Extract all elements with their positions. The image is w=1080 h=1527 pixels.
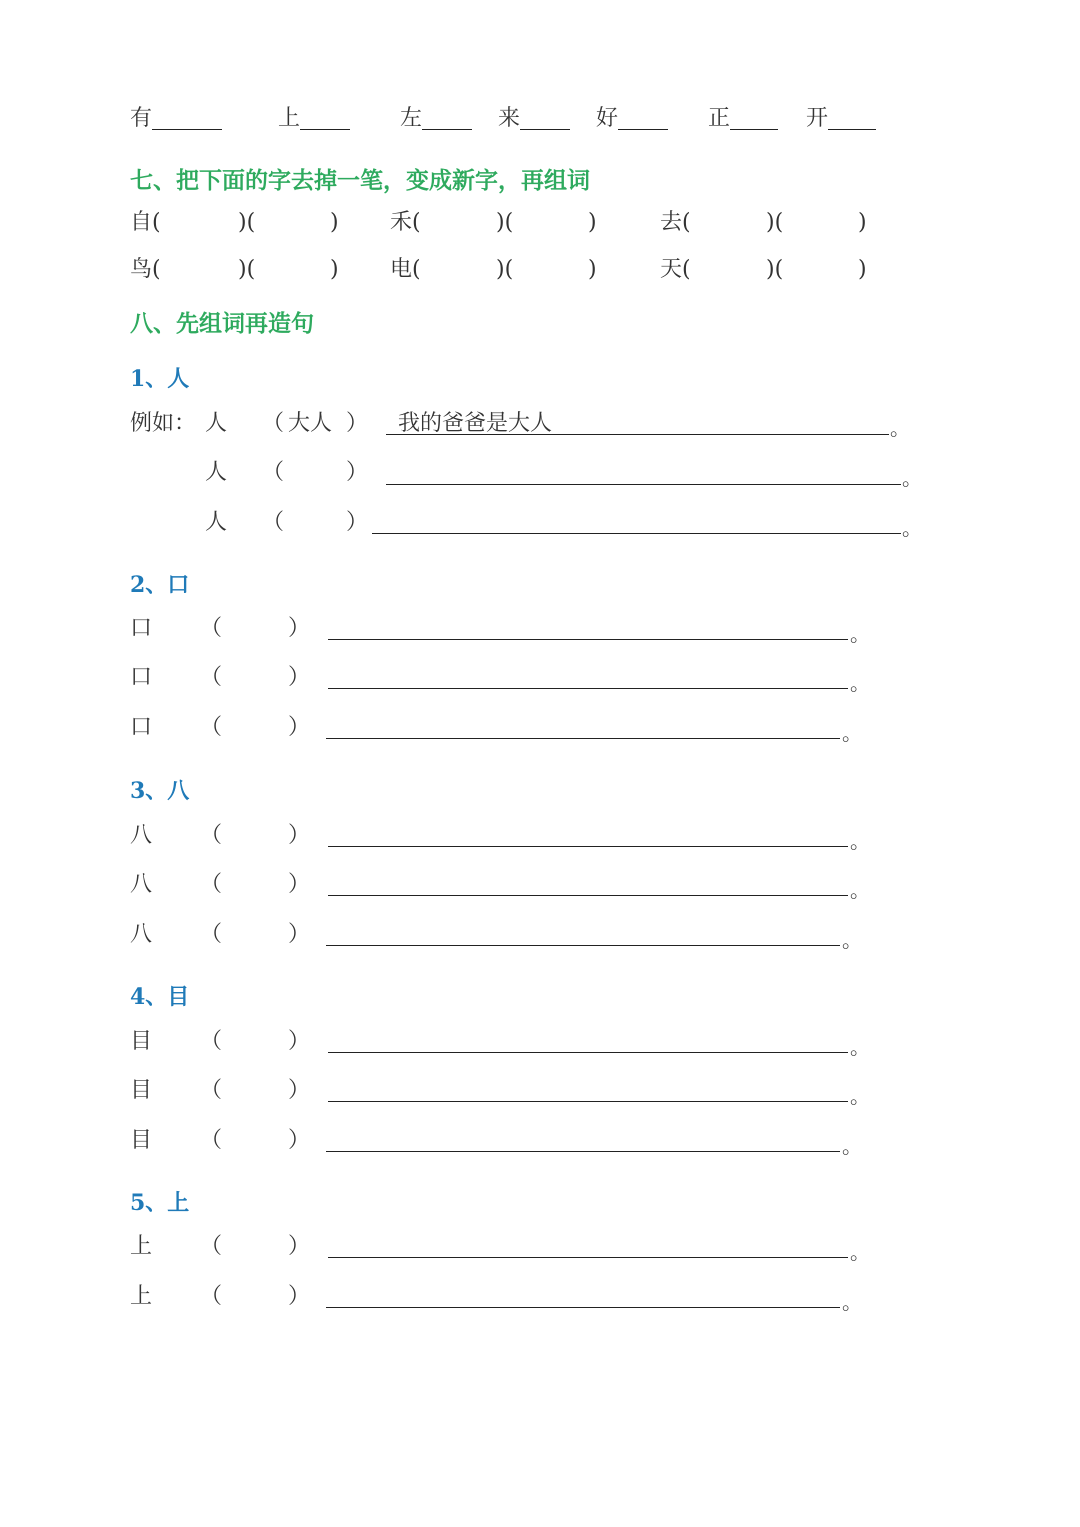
fill-item-5 bbox=[596, 107, 668, 130]
row-char: 口 bbox=[130, 715, 153, 740]
sentence-line[interactable] bbox=[328, 1101, 848, 1102]
period: 。 bbox=[902, 466, 922, 490]
paren-open: （ bbox=[200, 1029, 223, 1054]
example-underline bbox=[386, 434, 889, 435]
paren-open: （ bbox=[200, 1078, 223, 1103]
fill-blank[interactable] bbox=[618, 107, 668, 130]
fill-char: 左 bbox=[400, 106, 423, 131]
s7-r1-c1: 自( bbox=[130, 210, 161, 235]
sentence-line[interactable] bbox=[328, 846, 848, 847]
paren-close: ） bbox=[288, 922, 311, 947]
row-char: 目 bbox=[130, 1029, 153, 1054]
period: 。 bbox=[902, 516, 922, 540]
fill-item-1 bbox=[130, 107, 222, 130]
paren-close: ） bbox=[346, 460, 369, 485]
row-char: 八 bbox=[130, 823, 153, 848]
row-char: 人 bbox=[205, 460, 228, 485]
s7-r2-c3: ) bbox=[330, 257, 339, 282]
fill-char: 好 bbox=[596, 106, 619, 131]
section-7-title: 七、把下面的字去掉一笔，变成新字，再组词 bbox=[130, 167, 590, 194]
fill-item-6 bbox=[708, 107, 778, 130]
s7-r2-c8: )( bbox=[766, 257, 784, 282]
s7-r1-c3: ) bbox=[330, 210, 339, 235]
sentence-line[interactable] bbox=[328, 1052, 848, 1053]
group-4-heading: 4、目 bbox=[130, 984, 190, 1010]
paren-open: （ bbox=[200, 1234, 223, 1259]
sentence-line[interactable] bbox=[328, 639, 848, 640]
period: 。 bbox=[850, 671, 870, 695]
example-paren-open: （ bbox=[262, 411, 285, 436]
paren-open: （ bbox=[200, 665, 223, 690]
fill-char: 上 bbox=[278, 106, 301, 131]
group-3-heading: 3、八 bbox=[130, 778, 190, 804]
s7-r1-c9: ) bbox=[858, 210, 867, 235]
period: 。 bbox=[850, 878, 870, 902]
paren-open: （ bbox=[200, 715, 223, 740]
s7-r2-c9: ) bbox=[858, 257, 867, 282]
example-label: 例如： bbox=[130, 411, 197, 436]
paren-close: ） bbox=[288, 1128, 311, 1153]
fill-item-7 bbox=[806, 107, 876, 130]
example-char: 人 bbox=[205, 411, 228, 436]
s7-r2-c4: 电( bbox=[390, 257, 421, 282]
s7-r1-c8: )( bbox=[766, 210, 784, 235]
group-5-heading: 5、上 bbox=[130, 1190, 190, 1216]
sentence-line[interactable] bbox=[328, 895, 848, 896]
row-char: 八 bbox=[130, 872, 153, 897]
paren-close: ） bbox=[288, 1078, 311, 1103]
s7-r2-c6: ) bbox=[588, 257, 597, 282]
paren-open: （ bbox=[200, 1284, 223, 1309]
s7-r1-c7: 去( bbox=[660, 210, 691, 235]
fill-char: 正 bbox=[708, 106, 731, 131]
row-char: 上 bbox=[130, 1284, 153, 1309]
sentence-line[interactable] bbox=[328, 688, 848, 689]
period: 。 bbox=[850, 1084, 870, 1108]
paren-close: ） bbox=[288, 1029, 311, 1054]
row-char: 口 bbox=[130, 665, 153, 690]
example-sentence: 我的爸爸是大人 bbox=[398, 411, 553, 436]
sentence-line[interactable] bbox=[326, 738, 840, 739]
fill-char: 有 bbox=[130, 106, 153, 131]
paren-close: ） bbox=[288, 1284, 311, 1309]
period: 。 bbox=[842, 1290, 862, 1314]
example-word: 大人 bbox=[288, 411, 333, 436]
row-char: 目 bbox=[130, 1128, 153, 1153]
fill-char: 开 bbox=[806, 106, 829, 131]
row-char: 人 bbox=[205, 510, 228, 535]
period: 。 bbox=[850, 1240, 870, 1264]
s7-r2-c2: )( bbox=[238, 257, 256, 282]
s7-r2-c1: 鸟( bbox=[130, 257, 161, 282]
fill-blank[interactable] bbox=[828, 107, 876, 130]
fill-blank[interactable] bbox=[520, 107, 570, 130]
paren-close: ） bbox=[288, 823, 311, 848]
sentence-line[interactable] bbox=[328, 1257, 848, 1258]
sentence-line[interactable] bbox=[372, 533, 901, 534]
period: 。 bbox=[842, 928, 862, 952]
paren-close: ） bbox=[346, 510, 369, 535]
paren-open: （ bbox=[200, 616, 223, 641]
row-char: 目 bbox=[130, 1078, 153, 1103]
row-char: 上 bbox=[130, 1234, 153, 1259]
period: 。 bbox=[850, 622, 870, 646]
paren-close: ） bbox=[288, 872, 311, 897]
period: 。 bbox=[890, 416, 910, 440]
paren-close: ） bbox=[288, 616, 311, 641]
s7-r1-c6: ) bbox=[588, 210, 597, 235]
fill-item-4 bbox=[498, 107, 570, 130]
sentence-line[interactable] bbox=[386, 484, 901, 485]
period: 。 bbox=[850, 1035, 870, 1059]
period: 。 bbox=[842, 1134, 862, 1158]
paren-close: ） bbox=[288, 715, 311, 740]
fill-blank[interactable] bbox=[730, 107, 778, 130]
paren-open: （ bbox=[262, 460, 285, 485]
fill-item-3 bbox=[400, 107, 472, 130]
fill-item-2 bbox=[278, 107, 350, 130]
period: 。 bbox=[850, 829, 870, 853]
fill-char: 来 bbox=[498, 106, 521, 131]
fill-blank[interactable] bbox=[300, 107, 350, 130]
period: 。 bbox=[842, 721, 862, 745]
paren-open: （ bbox=[200, 823, 223, 848]
sentence-line[interactable] bbox=[326, 1307, 840, 1308]
sentence-line[interactable] bbox=[326, 1151, 840, 1152]
s7-r2-c5: )( bbox=[496, 257, 514, 282]
row-char: 口 bbox=[130, 616, 153, 641]
fill-blank[interactable] bbox=[152, 107, 222, 130]
paren-close: ） bbox=[288, 1234, 311, 1259]
s7-r2-c7: 天( bbox=[660, 257, 691, 282]
section-8-title: 八、先组词再造句 bbox=[130, 310, 314, 337]
s7-r1-c2: )( bbox=[238, 210, 256, 235]
fill-blank[interactable] bbox=[422, 107, 472, 130]
s7-r1-c5: )( bbox=[496, 210, 514, 235]
paren-open: （ bbox=[200, 922, 223, 947]
group-2-heading: 2、口 bbox=[130, 572, 190, 598]
example-paren-close: ） bbox=[346, 411, 369, 436]
s7-r1-c4: 禾( bbox=[390, 210, 421, 235]
row-char: 八 bbox=[130, 922, 153, 947]
paren-close: ） bbox=[288, 665, 311, 690]
paren-open: （ bbox=[200, 872, 223, 897]
paren-open: （ bbox=[262, 510, 285, 535]
paren-open: （ bbox=[200, 1128, 223, 1153]
group-1-heading: 1、人 bbox=[130, 366, 190, 392]
sentence-line[interactable] bbox=[326, 945, 840, 946]
